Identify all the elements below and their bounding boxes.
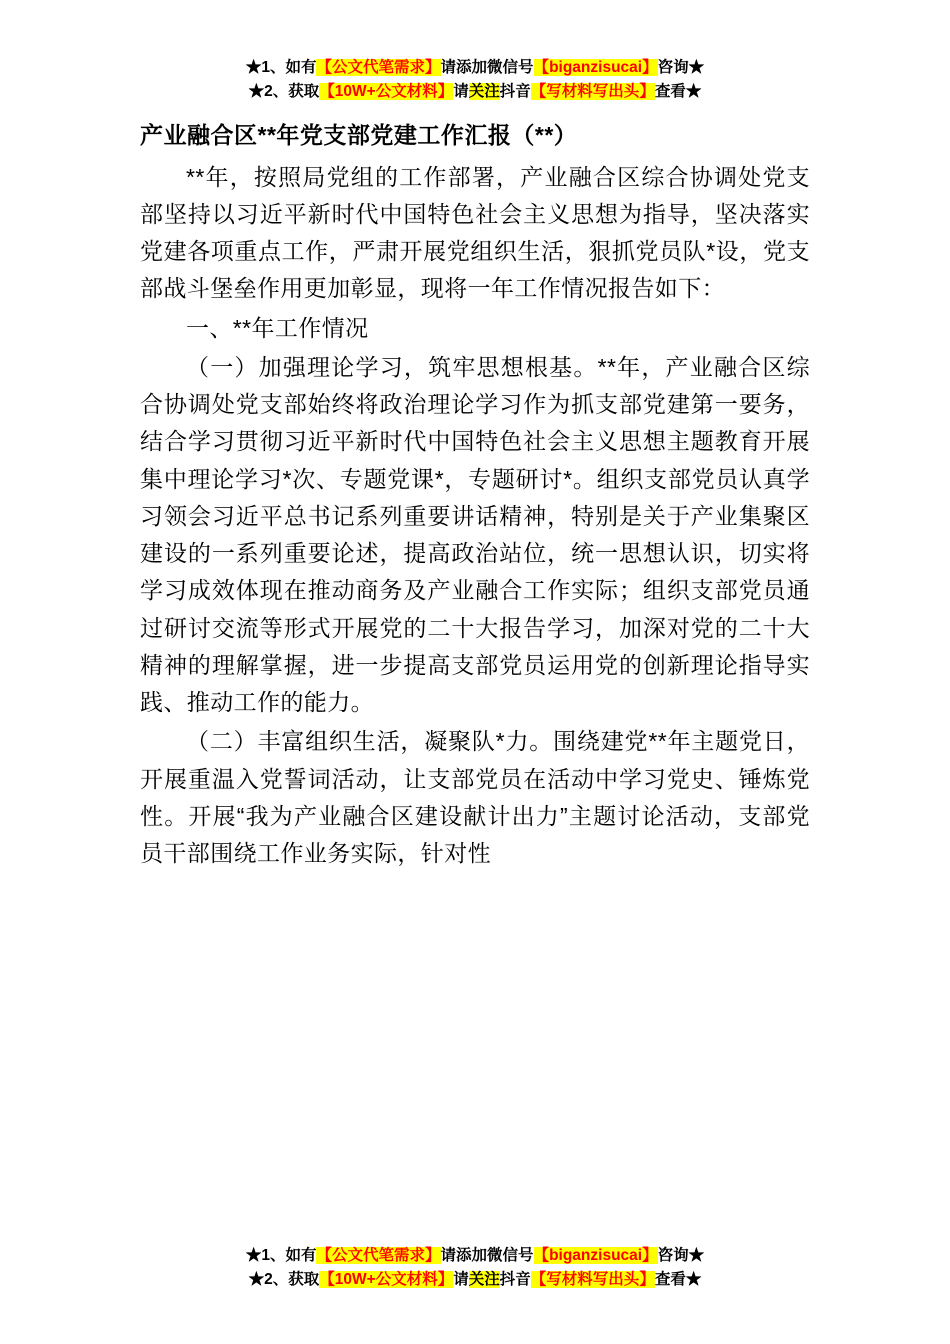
promo-douyin-id: 写材料写出头 [546, 83, 640, 101]
promo-banner-bottom [0, 1244, 950, 1292]
promo-text-4a: 2、获取 [264, 1270, 320, 1288]
promo-highlight-4: 公文代笔需求 [332, 1246, 426, 1264]
paragraph-subsection-2: （二）丰富组织生活，凝聚队*力。围绕建党**年主题党日，开展重温入党誓词活动，让支部党员在活动中学习党史、锤炼党性。开展“我为产业融合区建设献计出力”主题讨论活动，支部党员干部围绕工作业务实际，针对性 [140, 728, 810, 867]
promo-wechat-id: biganzisucai [549, 59, 643, 76]
star-left-icon: ★ [245, 59, 262, 76]
promo-text-2b: 请 [453, 83, 469, 101]
promo-bracket-open-6: 【 [533, 1246, 550, 1264]
promo-wechat-id-2: biganzisucai [549, 1246, 643, 1264]
promo-highlight-6: 关注 [468, 1270, 500, 1288]
promo-text-4b: 请 [453, 1270, 469, 1288]
star-right-icon-4: ★ [685, 1270, 702, 1288]
promo-line-3 [0, 1244, 950, 1268]
paragraph-section-heading-1: 一、**年工作情况 [186, 314, 369, 341]
promo-line-4 [0, 1268, 950, 1292]
promo-bracket-open-8: 【 [530, 1270, 547, 1288]
star-left-icon-2: ★ [248, 83, 265, 101]
promo-bracket-open-5: 【 [316, 1246, 332, 1264]
promo-text-1a: 1、如有 [261, 59, 317, 76]
paragraph-subsection-1: （一）加强理论学习，筑牢思想根基。**年，产业融合区综合协调处党支部始终将政治理论学习作为抓支部党建第一要务，结合学习贯彻习近平新时代中国特色社会主义思想主题教育开展集中理论学习*次、专题党课*，专题研讨*。组织支部党员认真学习领会习近平总书记系列重要讲话精神，特别是关于产业集聚区建设的一系列重要论述，提高政治站位，统一思想认识，切实将学习成效体现在推动商务及产业融合工作实际；组织支部党员通过研讨交流等形式开展党的二十大报告学习，加深对党的二十大精神的理解掌握，进一步提高支部党员运用党的创新理论指导实践、推动工作的能力。 [140, 353, 810, 716]
promo-bracket-close-1: 】 [425, 59, 441, 76]
promo-bracket-open-7: 【 [319, 1270, 335, 1288]
promo-text-1c: 咨询 [657, 59, 689, 76]
promo-text-2d: 查看 [654, 83, 686, 101]
page-title: 产业融合区**年党支部党建工作汇报（**） [140, 122, 578, 149]
promo-highlight-1: 公文代笔需求 [332, 59, 426, 76]
promo-text-3b: 请添加微信号 [440, 1246, 534, 1264]
promo-bracket-close-3: 】 [437, 83, 454, 101]
promo-bracket-close-4: 】 [639, 83, 655, 101]
promo-bracket-close-7: 】 [437, 1270, 454, 1288]
promo-text-3c: 咨询 [657, 1246, 689, 1264]
promo-text-4d: 查看 [654, 1270, 686, 1288]
promo-douyin-id-2: 写材料写出头 [546, 1270, 640, 1288]
promo-text-2c: 抖音 [499, 83, 531, 101]
promo-text-3a: 1、如有 [261, 1246, 317, 1264]
promo-bracket-close-8: 】 [639, 1270, 655, 1288]
promo-line-1 [140, 56, 810, 80]
star-right-icon: ★ [688, 59, 705, 76]
promo-bracket-close-5: 】 [425, 1246, 441, 1264]
promo-bracket-close-6: 】 [642, 1246, 658, 1264]
promo-highlight-5: 10W+公文材料 [334, 1270, 438, 1288]
promo-highlight-3: 关注 [468, 83, 500, 101]
star-left-icon-3: ★ [245, 1246, 262, 1264]
promo-bracket-open-2: 【 [533, 59, 550, 76]
promo-bracket-open-4: 【 [530, 83, 547, 101]
promo-banner-top [140, 56, 810, 104]
promo-line-2 [140, 80, 810, 104]
paragraph-intro: **年，按照局党组的工作部署，产业融合区综合协调处党支部坚持以习近平新时代中国特色社会主义思想为指导，坚决落实党建各项重点工作，严肃开展党组织生活，狠抓党员队*设，党支部战斗堡垒作用更加彰显，现将一年工作情况报告如下： [140, 163, 810, 302]
promo-highlight-2: 10W+公文材料 [334, 83, 438, 101]
promo-bracket-close-2: 】 [642, 59, 658, 76]
star-left-icon-4: ★ [248, 1270, 265, 1288]
star-right-icon-2: ★ [685, 83, 702, 101]
promo-bracket-open-1: 【 [316, 59, 332, 76]
promo-text-2a: 2、获取 [264, 83, 320, 101]
promo-text-4c: 抖音 [499, 1270, 531, 1288]
promo-bracket-open-3: 【 [319, 83, 335, 101]
promo-text-1b: 请添加微信号 [440, 59, 534, 76]
star-right-icon-3: ★ [688, 1246, 705, 1264]
